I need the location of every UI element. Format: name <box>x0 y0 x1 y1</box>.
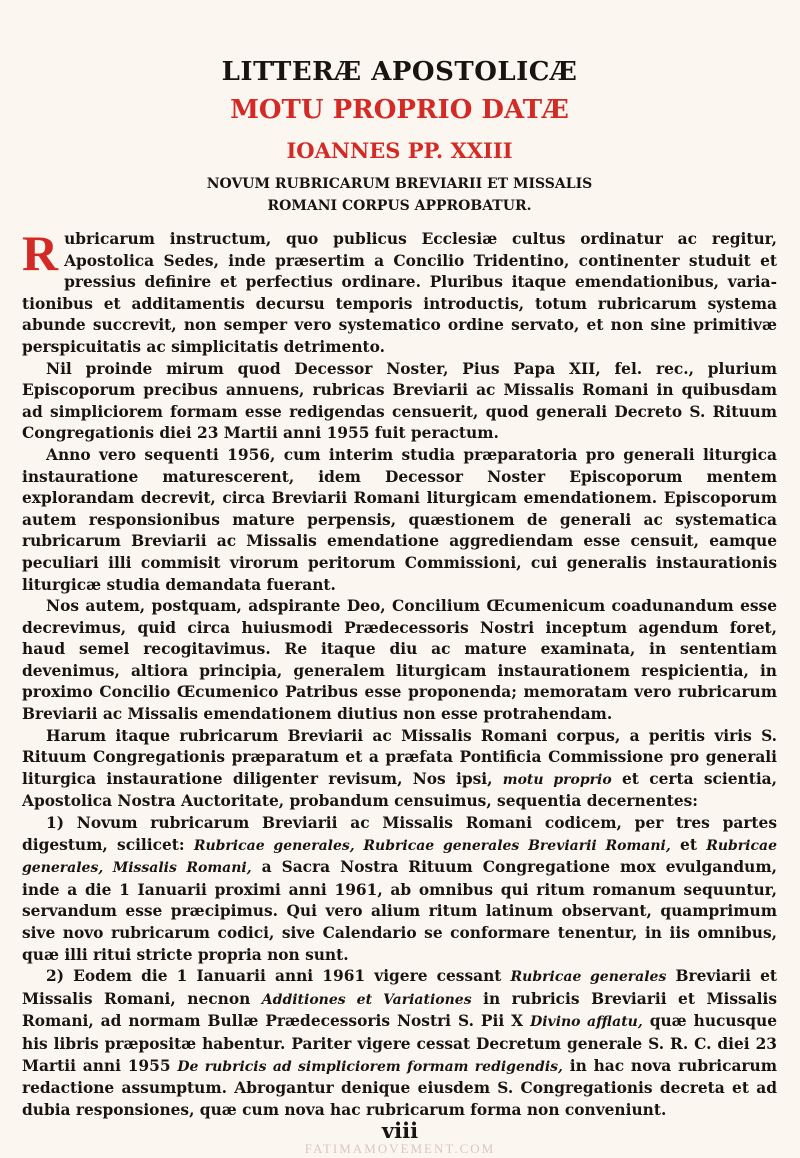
paragraph-4: Nos autem, postquam, adspirante Deo, Concilium Œcumenicum coadunandum esse decrevimus, quid circa huiusmodi Prædecessoris Nostri inceptum agendum foret, haud semel recogitavimus. Re itaque diu ac mature examinata, in sententiam devenimus, altiora principia, generalem liturgicam instaurationem respicientia, in proximo Concilio Œcumenico Patribus esse proponenda; memoratam vero rubricarum Breviarii ac Missalis emendationem diutius non esse protrahendam. <box>22 597 777 724</box>
watermark: FATIMAMOVEMENT.COM <box>304 1141 496 1156</box>
paragraph-6: 1) Novum rubricarum Breviarii ac Missalis Romani codicem, per tres partes digestum, scilicet: Rubricae generales, Rubricae generales Breviarii Romani, et Rubricae generales, Missalis Romani, a Sacra Nostra Rituum Congregatione mox evulgandum, inde a die 1 Ianuarii proximi anni 1961, ab omnibus qui ritum romanum sequuntur, servandum esse præcipimus. Qui vero alium ritum latinum observant, quamprimum sive novo rubricarum codici, sive Calendario se conformare tenentur, in iis omnibus, quæ illi ritui stricte propria non sunt. <box>22 814 778 964</box>
document-heading-line2: ROMANI CORPUS APPROBATUR. <box>267 198 532 214</box>
paragraph-1: Rubricarum instructum, quo publicus Ecclesiæ cultus ordinatur ac regitur, Apostolica Sedes, inde præsertim a Concilio Tridentino, continenter studuit et pressius definire et perfectius ordinare. Pluribus itaque emendationibus, variationibus et additamentis decursu temporis introductis, totum rubricarum systema abunde succrevit, non semper vero systematico ordine servato, et non sine primitivæ perspicuitatis ac simplicitatis detrimento. <box>22 225 777 356</box>
italic-phrase: Rubricae generales, Missalis Romani, <box>22 837 778 877</box>
body-text <box>22 225 778 1121</box>
document-title: LITTERÆ APOSTOLICÆ <box>221 57 578 87</box>
paragraph-5: Harum itaque rubricarum Breviarii ac Missalis Romani corpus, a peritis viris S. Rituum Congregationis præparatum et a præfata Pontificia Commissione pro generali liturgica instauratione diligenter revisum, Nos ipsi, motu proprio et certa scientia, Apostolica Nostra Auctoritate, probandum censuimus, sequentia decernentes: <box>22 726 778 811</box>
page-number: viii <box>381 1118 419 1143</box>
paragraph-7: 2) Eodem die 1 Ianuarii anni 1961 vigere cessant Rubricae generales Breviarii et Missalis Romani, necnon Additiones et Variationes in rubricis Breviarii et Missalis Romani, ad normam Bullæ Prædecessoris Nostri S. Pii X Divino afflatu, quæ hucusque his libris præpositæ habentur. Pariter vigere cessat Decretum generale S. R. C. diei 23 Martii anni 1955 De rubricis ad simpliciorem formam redigendis, in hac nova rubricarum redactione assumptum. Abrogantur denique eiusdem S. Congregationis decreta et ad dubia responsiones, quæ cum nova hac rubricarum forma non conveniunt. <box>22 967 778 1119</box>
italic-phrase: Rubricae generales, Rubricae generales Breviarii Romani, <box>193 837 671 854</box>
italic-phrase: Rubricae generales <box>510 969 667 986</box>
document-subtitle: MOTU PROPRIO DATÆ <box>230 95 569 125</box>
paragraph-2: Nil proinde mirum quod Decessor Noster, Pius Papa XII, fel. rec., plurium Episcoporum precibus annuens, rubricas Breviarii ac Missalis Romani in quibusdam ad simpliciorem formam esse redigendas censuerit, quod generali Decreto S. Rituum Congregationis diei 23 Martii anni 1955 fuit peractum. <box>22 359 777 443</box>
document-page <box>22 55 777 1121</box>
italic-phrase: motu proprio <box>502 771 612 788</box>
document-heading <box>22 173 777 217</box>
italic-phrase: Divino afflatu, <box>530 1014 643 1031</box>
document-heading-line1: NOVUM RUBRICARUM BREVIARII ET MISSALIS <box>206 176 593 192</box>
pope-name: IOANNES PP. XXIII <box>286 138 513 163</box>
italic-phrase: De rubricis ad simpliciorem formam redigendis, <box>177 1058 563 1075</box>
paragraph-3: Anno vero sequenti 1956, cum interim studia præparatoria pro generali liturgica instauratione maturescerent, idem Decessor Noster Episcoporum mentem explorandam decrevit, circa Breviarii Romani liturgicam emendationem. Episcoporum autem responsionibus mature perpensis, quæstionem de generali ac systematica rubricarum Breviarii ac Missalis emendatione aggrediendam esse censuit, eamque peculiari illi commisit virorum peritorum Commissioni, cui generalis instaurationis liturgicæ studia demandata fuerant. <box>22 445 777 594</box>
drop-cap: R <box>22 225 59 281</box>
italic-phrase: Additiones et Variationes <box>261 991 472 1008</box>
